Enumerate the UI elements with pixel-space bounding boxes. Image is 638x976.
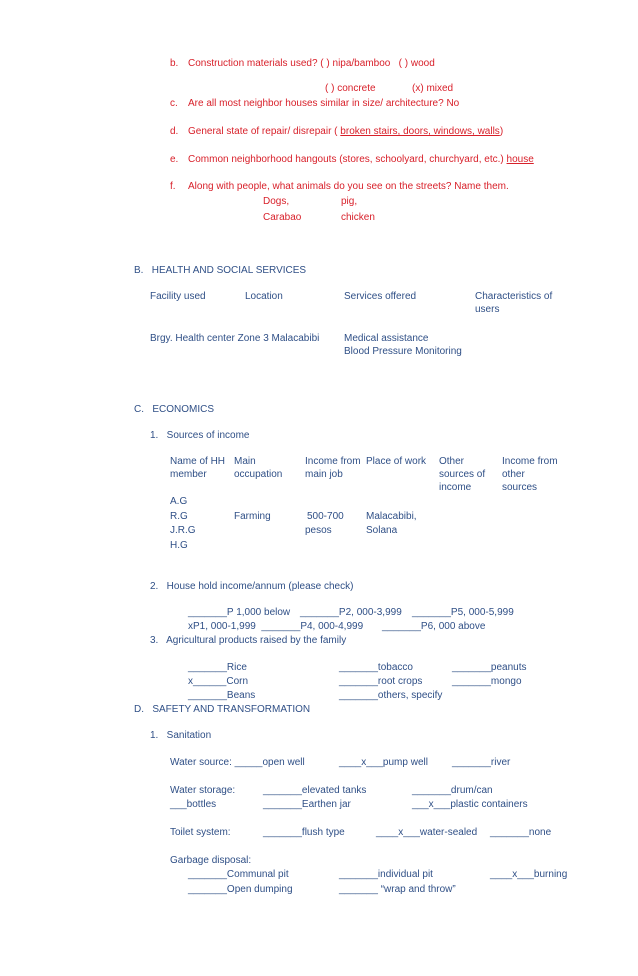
hangouts (188, 153, 534, 166)
product-root-crops: _______root crops (339, 676, 423, 687)
header-other-3: income (439, 482, 472, 493)
occupation-value: Farming (234, 511, 271, 522)
garbage-communal: _______Communal pit (188, 869, 289, 880)
header-name: Name of HH (170, 456, 226, 467)
place-value: Malacabibi, (366, 511, 417, 522)
member-ag: A.G (170, 496, 188, 507)
garbage-individual: _______individual pit (339, 869, 433, 880)
header-name-2: member (170, 469, 207, 480)
hangouts-underlined: house (506, 154, 534, 165)
header-other: Other (439, 456, 465, 467)
animal-pig: pig, (341, 196, 358, 207)
garbage-disposal: Garbage disposal: (170, 855, 252, 866)
product-corn: x______Corn (188, 676, 249, 687)
storage-jar: _______Earthen jar (263, 799, 351, 810)
garbage-wrap-throw: _______ “wrap and throw” (339, 884, 456, 895)
animal-chicken: chicken (341, 212, 375, 223)
header-place: Place of work (366, 456, 427, 467)
repair-underlined: broken stairs, doors, windows, walls (340, 126, 500, 137)
product-beans: _______Beans (188, 690, 256, 701)
header-location: Location (245, 291, 283, 302)
service-bp: Blood Pressure Monitoring (344, 346, 462, 357)
header-income: Income from (305, 456, 361, 467)
member-rg: R.G (170, 511, 188, 522)
header-occupation-2: occupation (234, 469, 283, 480)
water-source: Water source: _____open well (170, 757, 305, 768)
item-c-marker: c. (170, 98, 178, 109)
facility-value: Brgy. Health center Zone 3 Malacabibi (150, 333, 320, 344)
item-e-marker: e. (170, 154, 179, 165)
hangouts-pre: Common neighborhood hangouts (stores, schoolyard, churchyard, etc.) (188, 154, 507, 165)
product-tobacco: _______tobacco (339, 662, 413, 673)
header-other-income: Income from (502, 456, 558, 467)
section-d-heading: D. SAFETY AND TRANSFORMATION (134, 704, 311, 715)
item-d-marker: d. (170, 126, 179, 137)
repair-post: ) (499, 126, 504, 137)
product-peanuts: _______peanuts (452, 662, 527, 673)
income-unit: pesos (305, 525, 332, 536)
state-of-repair (188, 125, 503, 138)
header-facility: Facility used (150, 291, 206, 302)
water-source-pump: ____x___pump well (339, 757, 428, 768)
place-value-2: Solana (366, 525, 398, 536)
water-source-river: _______river (452, 757, 511, 768)
income-opt-1: _______P 1,000 below (188, 607, 291, 618)
toilet-system: Toilet system: (170, 827, 231, 838)
construction-mixed: (x) mixed (412, 83, 454, 94)
header-other-2: sources of (439, 469, 486, 480)
product-rice: _______Rice (188, 662, 247, 673)
garbage-burning: ____x___burning (490, 869, 568, 880)
header-characteristics: Characteristics of (475, 291, 553, 302)
header-services: Services offered (344, 291, 417, 302)
income-opt-3: _______P5, 000-5,999 (412, 607, 514, 618)
animal-carabao: Carabao (263, 212, 302, 223)
product-mongo: _______mongo (452, 676, 522, 687)
section-b-heading: B. HEALTH AND SOCIAL SERVICES (134, 265, 307, 276)
income-opt-4: xP1, 000-1,999 _______P4, 000-4,999 (188, 621, 364, 632)
household-income: 2. House hold income/annum (please check) (150, 581, 354, 592)
toilet-water-sealed: ____x___water-sealed (376, 827, 478, 838)
member-jrg: J.R.G (170, 525, 196, 536)
header-characteristics-2: users (475, 304, 500, 315)
storage-bottles: ___bottles (170, 799, 217, 810)
storage-tanks: _______elevated tanks (263, 785, 367, 796)
toilet-none: _______none (490, 827, 552, 838)
repair-pre: General state of repair/ disrepair ( (188, 126, 341, 137)
item-f-marker: f. (170, 181, 176, 192)
member-hg: H.G (170, 540, 188, 551)
construction-materials: Construction materials used? ( ) nipa/bamboo ( ) wood (188, 58, 435, 69)
income-value: 500-700 (307, 511, 344, 522)
water-storage: Water storage: (170, 785, 236, 796)
toilet-flush: _______flush type (263, 827, 345, 838)
sanitation: 1. Sanitation (150, 730, 212, 741)
agricultural-products: 3. Agricultural products raised by the family (150, 635, 347, 646)
animals-question: Along with people, what animals do you see on the streets? Name them. (188, 181, 509, 192)
service-medical: Medical assistance (344, 333, 429, 344)
section-c-heading: C. ECONOMICS (134, 404, 215, 415)
neighbor-houses: Are all most neighbor houses similar in size/ architecture? No (188, 98, 460, 109)
income-opt-5: _______P6, 000 above (382, 621, 486, 632)
header-other-income-3: sources (502, 482, 538, 493)
header-income-2: main job (305, 469, 343, 480)
header-occupation: Main (234, 456, 256, 467)
product-others: _______others, specify (339, 690, 443, 701)
animal-dogs: Dogs, (263, 196, 290, 207)
header-other-income-2: other (502, 469, 525, 480)
construction-concrete: ( ) concrete (325, 83, 376, 94)
income-opt-2: _______P2, 000-3,999 (300, 607, 402, 618)
storage-drum: _______drum/can (412, 785, 493, 796)
item-b-marker: b. (170, 58, 179, 69)
garbage-open-dumping: _______Open dumping (188, 884, 293, 895)
sources-of-income: 1. Sources of income (150, 430, 250, 441)
storage-plastic: ___x___plastic containers (412, 799, 528, 810)
